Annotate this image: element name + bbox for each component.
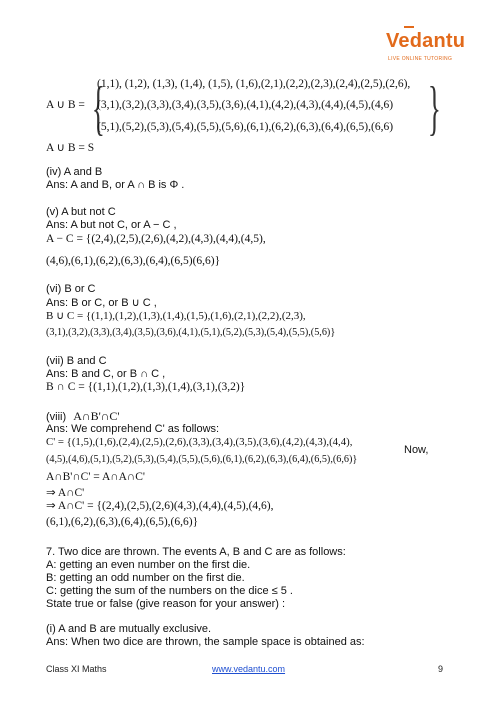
part-viii-line-1: C' = {(1,5),(1,6),(2,4),(2,5),(2,6),(3,3),(3,4),(3,5),(3,6),(4,2),(4,3),(4,4), — [46, 436, 353, 448]
q7-event-a: A: getting an even number on the first die. — [46, 559, 251, 571]
part-viii-line-6: (6,1),(6,2),(6,3),(6,4),(6,5),(6,6)} — [46, 516, 199, 528]
part-viii-now: Now, — [404, 444, 429, 456]
part-iv-answer: Ans: A and B, or A ∩ B is Φ . — [46, 179, 185, 191]
logo-tagline: LIVE ONLINE TUTORING — [388, 56, 453, 62]
set-row-1: (1,1), (1,2), (1,3), (1,4), (1,5), (1,6),(2,1),(2,2),(2,3),(2,4),(2,5),(2,6), — [97, 78, 411, 90]
right-brace-icon: } — [427, 75, 441, 141]
part-viii-line-2: (4,5),(4,6),(5,1),(5,2),(5,3),(5,4),(5,5),(5,6),(6,1),(6,2),(6,3),(6,4),(6,5),(6,6)} — [46, 454, 358, 465]
set-result: A ∪ B = S — [46, 142, 95, 154]
part-iv-heading: (iv) A and B — [46, 166, 103, 178]
footer-link[interactable]: www.vedantu.com — [212, 664, 286, 674]
footer-class: Class XI Maths — [46, 664, 107, 674]
part-vii-heading: (vii) B and C — [46, 355, 107, 367]
part-viii-math: A∩B'∩C' — [73, 409, 120, 423]
q7-event-c: C: getting the sum of the numbers on the dice ≤ 5 . — [46, 585, 293, 597]
part-v-line-2: (4,6),(6,1),(6,2),(6,3),(6,4),(6,5)(6,6)} — [46, 255, 221, 267]
part-viii-heading — [46, 409, 120, 424]
part-v-answer: Ans: A but not C, or A − C , — [46, 219, 177, 231]
part-vi-line-2: (3,1),(3,2),(3,3),(3,4),(3,5),(3,6),(4,1),(5,1),(5,2),(5,3),(5,4),(5,5),(5,6)} — [46, 327, 336, 338]
part-viii-answer: Ans: We comprehend C' as follows: — [46, 423, 220, 435]
q7-intro: 7. Two dice are thrown. The events A, B and C are as follows: — [46, 546, 346, 558]
q7-part-i: (i) A and B are mutually exclusive. — [46, 623, 212, 635]
part-vi-line-1: B ∪ C = {(1,1),(1,2),(1,3),(1,4),(1,5),(1,6),(2,1),(2,2),(2,3), — [46, 310, 306, 322]
logo-text: Vedantu — [386, 30, 466, 52]
set-row-2: (3,1),(3,2),(3,3),(3,4),(3,5),(3,6),(4,1),(4,2),(4,3),(4,4),(4,5),(4,6) — [97, 99, 394, 111]
part-viii-line-5: ⇒ A∩C' = {(2,4),(2,5),(2,6)(4,3),(4,4),(4,5),(4,6), — [46, 500, 274, 512]
part-vi-heading: (vi) B or C — [46, 283, 96, 295]
part-viii-line-3: A∩B'∩C' = A∩A∩C' — [46, 471, 145, 483]
part-v-heading: (v) A but not C — [46, 206, 116, 218]
vedantu-logo — [372, 30, 466, 70]
part-viii-prefix: (viii) — [46, 411, 67, 423]
q7-event-b: B: getting an odd number on the first die. — [46, 572, 245, 584]
part-vi-answer: Ans: B or C, or B ∪ C , — [46, 297, 157, 309]
part-vii-line-1: B ∩ C = {(1,1),(1,2),(1,3),(1,4),(3,1),(3,2)} — [46, 381, 246, 393]
part-viii-line-4: ⇒ A∩C' — [46, 487, 85, 499]
page-number: 9 — [438, 664, 444, 674]
part-v-line-1: A − C = {(2,4),(2,5),(2,6),(4,2),(4,3),(4,4),(4,5), — [46, 233, 266, 245]
set-lhs: A ∪ B = — [46, 99, 85, 111]
left-brace-icon: { — [91, 75, 105, 141]
q7-instruction: State true or false (give reason for your answer) : — [46, 598, 286, 610]
part-vii-answer: Ans: B and C, or B ∩ C , — [46, 368, 166, 380]
set-row-3: (5,1),(5,2),(5,3),(5,4),(5,5),(5,6),(6,1),(6,2),(6,3),(6,4),(6,5),(6,6) — [97, 121, 394, 133]
q7-part-i-answer: Ans: When two dice are thrown, the sample space is obtained as: — [46, 636, 365, 648]
